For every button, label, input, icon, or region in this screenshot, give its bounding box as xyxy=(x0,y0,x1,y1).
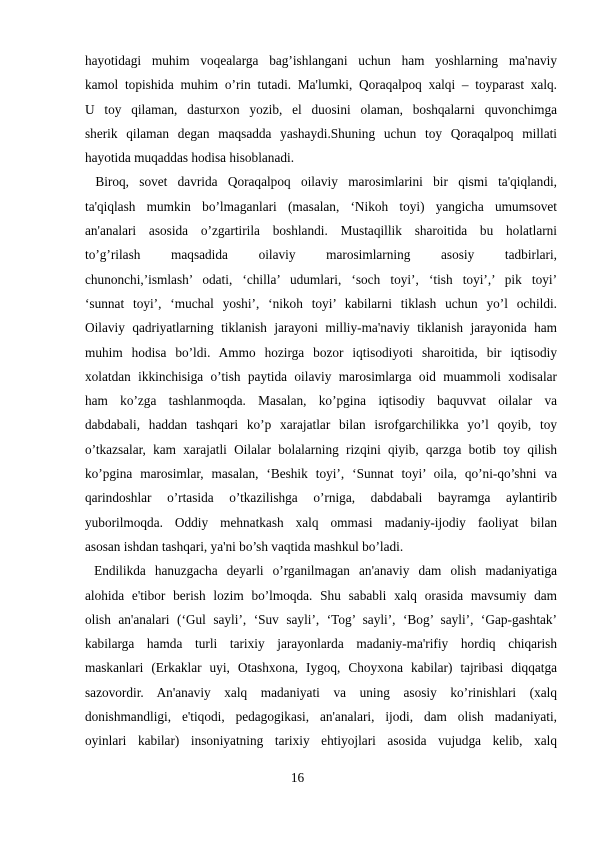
text-line: olish an'analari (‘Gul sayli’, ‘Suv sayli’, ‘Tog’ sayli’, ‘Bog’ sayli’, ‘Gap-gashtak’ xyxy=(85,611,557,627)
text-line: Endilikda hanuzgacha deyarli o’rganilmagan an'anaviy dam olish madaniyatiga xyxy=(85,563,557,579)
text-line: Biroq, sovet davrida Qoraqalpoq oilaviy marosimlarini bir qismi ta'qiqlandi, xyxy=(85,174,557,190)
text-line: maskanlari (Erkaklar uyi, Otashxona, Iygoq, Choyxona kabilar) tajribasi diqqatga xyxy=(85,660,557,676)
text-line: ‘sunnat toyi’, ‘muchal yoshi’, ‘nikoh toyi’ kabilarni tiklash uchun yo’l ochildi. xyxy=(85,295,557,311)
text-line: qarindoshlar o’rtasida o’tkazilishga o’rniga, dabdabali bayramga aylantirib xyxy=(85,490,557,506)
text-line: muhim hodisa bo’ldi. Ammo hozirga bozor iqtisodiyoti sharoitida, bir iqtisodiy xyxy=(85,344,557,360)
document-body xyxy=(85,49,557,754)
text-line: U toy qilaman, dasturxon yozib, el duosini olaman, boshqalarni quvonchimga xyxy=(85,101,557,117)
text-line: hayotida muqaddas hodisa hisoblanadi. xyxy=(85,150,295,166)
text-line: sazovordir. An'anaviy xalq madaniyati va uning asosiy ko’rinishlari (xalq xyxy=(85,684,557,700)
text-line: ta'qiqlash mumkin bo’lmaganlari (masalan, ‘Nikoh toyi) yangicha umumsovet xyxy=(85,198,557,214)
text-line: to’g’rilash maqsadida oilaviy marosimlarning asosiy tadbirlari, xyxy=(85,247,557,263)
text-line: hayotidagi muhim voqealarga bag’ishlangani uchun ham yoshlarning ma'naviy xyxy=(85,53,557,68)
text-line: alohida e'tibor berish lozim bo’lmoqda. Shu sababli xalq orasida mavsumiy dam xyxy=(85,587,557,603)
text-line: xolatdan ikkinchisiga o’tish paytida oilaviy marosimlarga oid muammoli xodisalar xyxy=(85,368,557,384)
text-line: an'analari asosida o’zgartirila boshlandi. Mustaqillik sharoitida bu holatlarni xyxy=(85,223,557,239)
text-line: asosan ishdan tashqari, ya'ni bo’sh vaqtida mashkul bo’ladi. xyxy=(85,538,404,554)
text-line: yuborilmoqda. Oddiy mehnatkash xalq ommasi madaniy-ijodiy faoliyat bilan xyxy=(85,514,557,530)
text-line: dabdabali, haddan tashqari ko’p xarajatlar bilan isrofgarchilikka yo’l qoyib, toy xyxy=(85,417,557,433)
text-line: ko’pgina marosimlar, masalan, ‘Beshik toyi’, ‘Sunnat toyi’ oila, qo’ni-qo’shni va xyxy=(85,466,557,482)
text-line: chunonchi,’ismlash’ odati, ‘chilla’ udumlari, ‘soch toyi’, ‘tish toyi’,’ pik toyi’ xyxy=(85,271,557,287)
text-line: sherik qilaman degan maqsadda yashaydi.Shuning uchun toy Qoraqalpoq millati xyxy=(85,125,557,141)
text-line: ham ko’zga tashlanmoqda. Masalan, ko’pgina iqtisodiy baquvvat oilalar va xyxy=(85,393,557,409)
text-line: Oilaviy qadriyatlarning tiklanish jarayoni milliy-ma'naviy tiklanish jarayonida ham xyxy=(85,320,557,336)
page-number: 16 xyxy=(290,770,305,785)
text-line: oyinlari kabilar) insoniyatning tarixiy ehtiyojlari asosida vujudga kelib, xalq xyxy=(85,733,557,749)
text-line: donishmandligi, e'tiqodi, pedagogikasi, an'analari, ijodi, dam olish madaniyati, xyxy=(85,709,557,725)
text-line: kabilarga hamda turli tarixiy jarayonlarda madaniy-ma'rifiy hordiq chiqarish xyxy=(85,636,557,652)
text-line: kamol topishida muhim o’rin tutadi. Ma'lumki, Qoraqalpoq xalqi – toyparast xalq. xyxy=(85,77,557,93)
text-line: o’tkazsalar, kam xarajatli Oilalar bolalarning rizqini qiyib, qarzga botib toy qilish xyxy=(85,441,557,457)
